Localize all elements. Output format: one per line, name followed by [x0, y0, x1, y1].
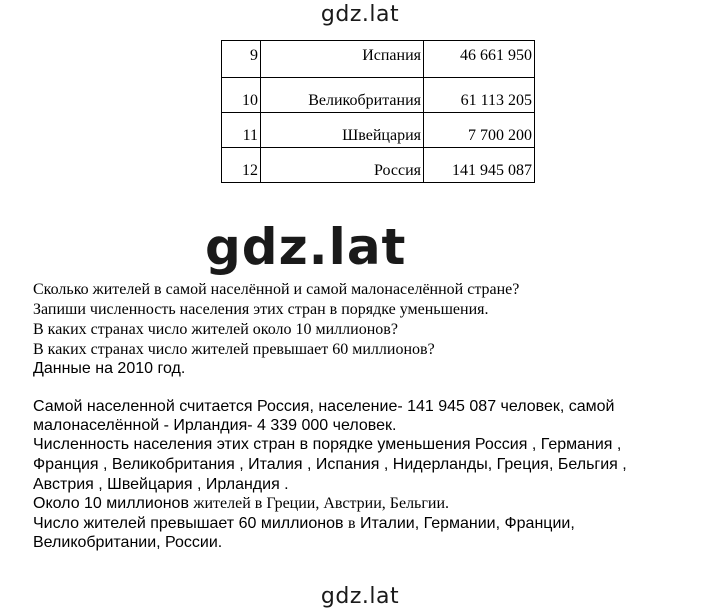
table-row — [222, 113, 535, 148]
question-1: Сколько жителей в самой населённой и самой малонаселённой стране? — [33, 281, 520, 298]
watermark-top: gdz.lat — [320, 2, 400, 27]
answer-line-5: Австрия , Швейцария , Ирландия . — [33, 476, 289, 493]
answer-line-8: Великобритании, России. — [33, 534, 223, 551]
country-cell: Швейцария — [261, 113, 424, 148]
question-4: В каких странах число жителей превышает 60 миллионов? — [33, 341, 435, 358]
population-cell: 7 700 200 — [424, 113, 535, 148]
table-row — [222, 148, 535, 183]
row-number: 11 — [222, 113, 261, 148]
row-number: 10 — [222, 78, 261, 113]
question-2: Запиши численность населения этих стран в порядке уменьшения. — [33, 301, 489, 318]
answer-line-3: Численность населения этих стран в порядке уменьшения Россия , Германия , — [33, 436, 622, 453]
question-3: В каких странах число жителей около 10 миллионов? — [33, 321, 398, 338]
answer-line-6 — [33, 494, 449, 514]
answer-line-7-part-1: Число жителей превышает 60 миллионов — [33, 515, 348, 532]
population-table — [221, 40, 535, 183]
watermark-middle: gdz.lat — [205, 218, 407, 276]
answer-line-7-part-3: Италии, Германии, Франции, — [355, 515, 575, 532]
answer-line-6-part-2: жителей в Греции, Австрии, Бельгии. — [193, 495, 450, 512]
row-number: 9 — [222, 41, 261, 78]
row-number: 12 — [222, 148, 261, 183]
population-cell: 46 661 950 — [424, 41, 535, 78]
data-note: Данные на 2010 год. — [33, 360, 186, 377]
table-row — [222, 41, 535, 78]
table-row — [222, 78, 535, 113]
population-cell: 141 945 087 — [424, 148, 535, 183]
answer-line-2: малонаселённой - Ирландия- 4 339 000 человек. — [33, 417, 397, 434]
country-cell: Испания — [261, 41, 424, 78]
answer-line-4: Франция , Великобритания , Италия , Испания , Нидерланды, Греция, Бельгия , — [33, 456, 627, 473]
answer-line-7-part-2: в — [347, 515, 356, 532]
watermark-bottom: gdz.lat — [320, 584, 400, 609]
answer-line-1: Самой населенной считается Россия, население- 141 945 087 человек, самой — [33, 398, 615, 415]
country-cell: Великобритания — [261, 78, 424, 113]
population-cell: 61 113 205 — [424, 78, 535, 113]
answer-line-7 — [33, 514, 575, 534]
country-cell: Россия — [261, 148, 424, 183]
answer-line-6-part-1: Около 10 миллионов — [33, 495, 194, 512]
